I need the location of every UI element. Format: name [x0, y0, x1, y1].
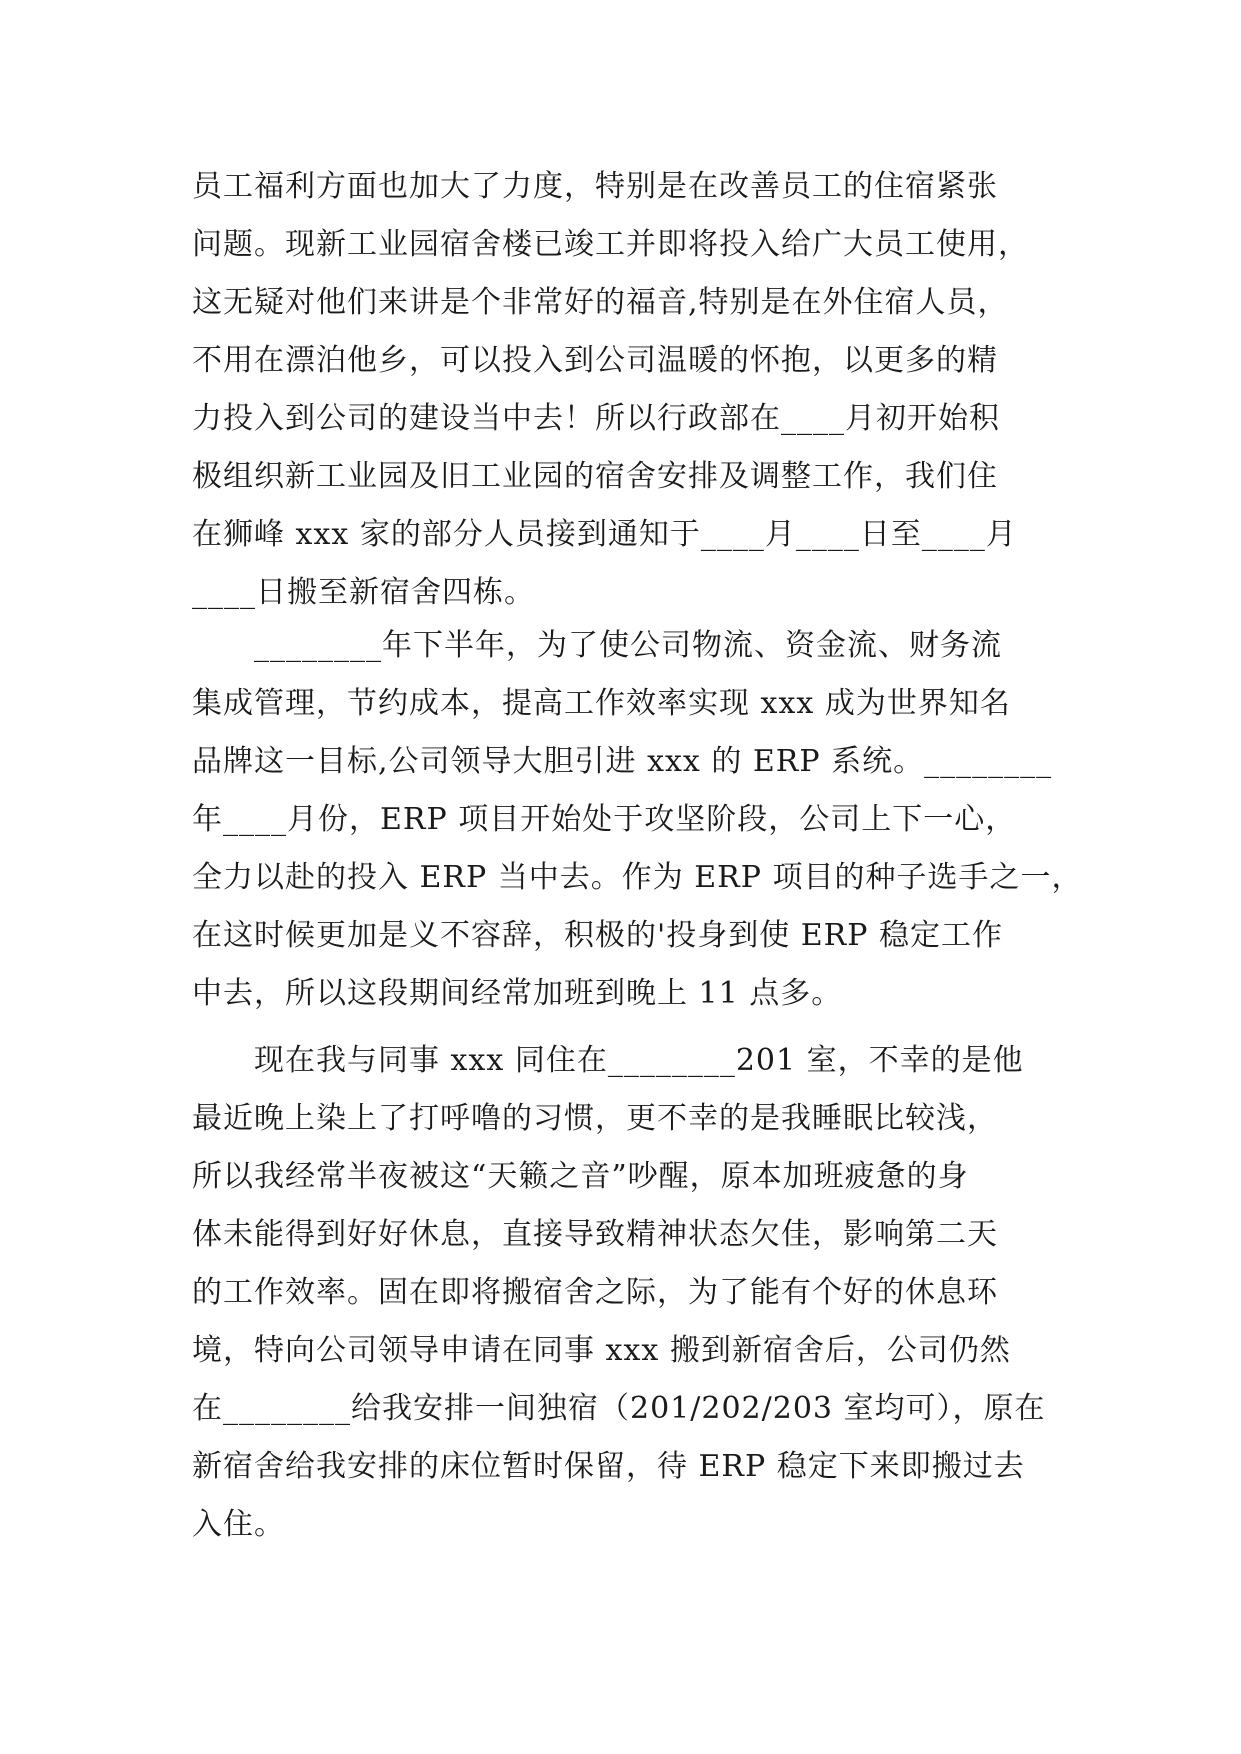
text-line: 在这时候更加是义不容辞，积极的'投身到使 ERP 稳定工作 [192, 918, 1003, 953]
text-line: 全力以赴的投入 ERP 当中去。作为 ERP 项目的种子选手之一， [192, 860, 1083, 895]
text-line: 极组织新工业园及旧工业园的宿舍安排及调整工作，我们住 [192, 459, 998, 494]
text-line: 员工福利方面也加大了力度，特别是在改善员工的住宿紧张 [192, 169, 998, 204]
paragraph-2 [192, 617, 1083, 1023]
text-line: 集成管理，节约成本，提高工作效率实现 xxx 成为世界知名 [192, 686, 1011, 721]
paragraph-3 [192, 1032, 1046, 1554]
paragraph-1 [192, 158, 1029, 622]
text-line: 力投入到公司的建设当中去！所以行政部在____月初开始积 [192, 401, 1000, 436]
text-line: 品牌这一目标,公司领导大胆引进 xxx 的 ERP 系统。________ [192, 744, 1053, 779]
text-line: 的工作效率。固在即将搬宿舍之际，为了能有个好的休息环 [192, 1275, 998, 1310]
text-line: 所以我经常半夜被这“天籁之音”吵醒，原本加班疲惫的身 [192, 1159, 969, 1194]
text-line: 年____月份，ERP 项目开始处于攻坚阶段，公司上下一心， [192, 802, 1017, 837]
text-line: 现在我与同事 xxx 同住在________201 室，不幸的是他 [192, 1043, 1024, 1078]
text-line: 入住。 [192, 1507, 285, 1542]
text-line: 这无疑对他们来讲是个非常好的福音,特别是在外住宿人员， [192, 285, 1009, 320]
text-line: 问题。现新工业园宿舍楼已竣工并即将投入给广大员工使用， [192, 227, 1029, 262]
text-line: ________年下半年，为了使公司物流、资金流、财务流 [192, 628, 1002, 663]
text-line: ____日搬至新宿舍四栋。 [192, 575, 535, 610]
text-line: 不用在漂泊他乡，可以投入到公司温暖的怀抱，以更多的精 [192, 343, 998, 378]
text-line: 中去，所以这段期间经常加班到晚上 11 点多。 [192, 976, 843, 1011]
text-line: 在________给我安排一间独宿（201/202/203 室均可），原在 [192, 1391, 1046, 1426]
text-line: 体未能得到好好休息，直接导致精神状态欠佳，影响第二天 [192, 1217, 998, 1252]
text-line: 新宿舍给我安排的床位暂时保留，待 ERP 稳定下来即搬过去 [192, 1449, 1025, 1484]
text-line: 最近晚上染上了打呼噜的习惯，更不幸的是我睡眠比较浅， [192, 1101, 998, 1136]
text-line: 在狮峰 xxx 家的部分人员接到通知于____月____日至____月 [192, 517, 1017, 552]
text-line: 境，特向公司领导申请在同事 xxx 搬到新宿舍后，公司仍然 [192, 1333, 1011, 1368]
